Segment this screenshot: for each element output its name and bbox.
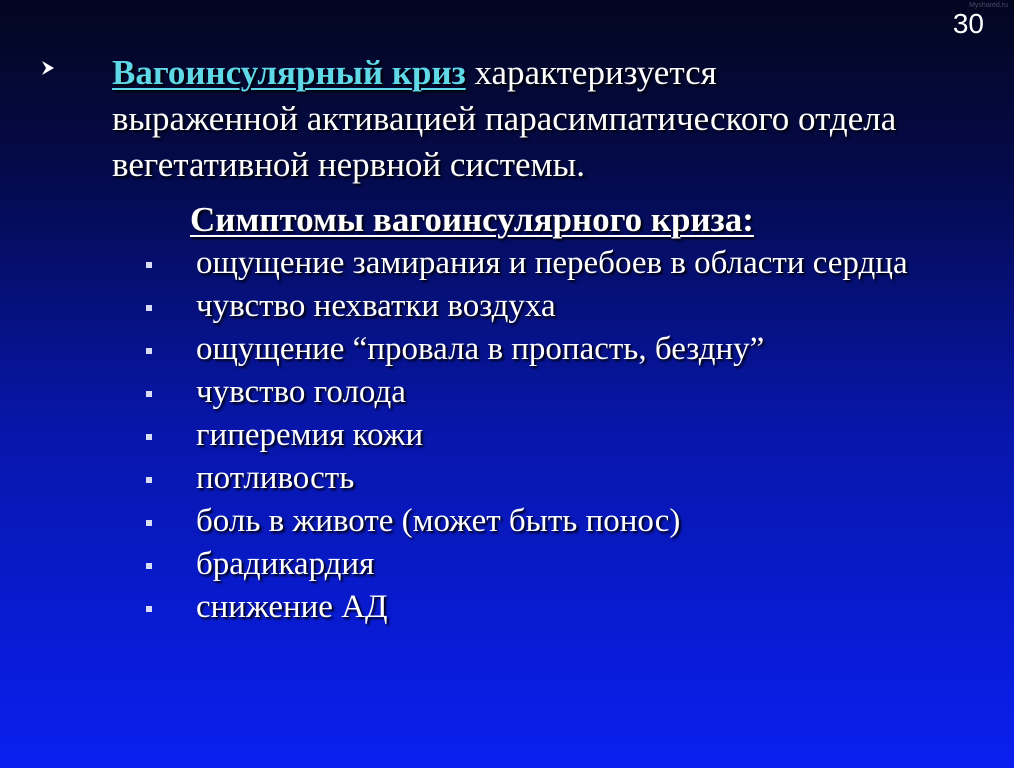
symptom-text: боль в животе (может быть понос) (196, 503, 681, 539)
symptom-text: снижение АД (196, 589, 388, 625)
symptom-item (140, 462, 960, 494)
arrow-bullet-icon (40, 60, 56, 76)
symptom-text: ощущение замирания и перебоев в области сердца (196, 245, 908, 281)
square-bullet-icon (146, 520, 152, 526)
symptom-item (140, 505, 960, 537)
square-bullet-icon (146, 391, 152, 397)
square-bullet-icon (146, 348, 152, 354)
symptom-item (140, 419, 960, 451)
symptoms-heading: Симптомы вагоинсулярного криза: (190, 200, 754, 239)
symptom-text: потливость (196, 460, 355, 496)
square-bullet-icon (146, 305, 152, 311)
square-bullet-icon (146, 563, 152, 569)
intro-paragraph (40, 50, 960, 188)
square-bullet-icon (146, 477, 152, 483)
intro-text (112, 50, 960, 188)
watermark: Myshared.ru (969, 2, 1008, 9)
symptom-text: ощущение “провала в пропасть, бездну” (196, 331, 765, 367)
intro-text-first-line: характеризуется (465, 53, 717, 92)
term-highlight: Вагоинсулярный криз (112, 53, 466, 92)
symptom-text: гиперемия кожи (196, 417, 424, 453)
symptom-item (140, 376, 960, 408)
intro-text-rest: выраженной активацией парасимпатического отдела вегетативной нервной системы. (112, 99, 897, 184)
symptom-text: чувство голода (196, 374, 406, 410)
square-bullet-icon (146, 606, 152, 612)
symptom-text: чувство нехватки воздуха (196, 288, 556, 324)
symptom-item (140, 247, 960, 279)
symptom-text: брадикардия (196, 546, 375, 582)
symptom-item (140, 333, 960, 365)
symptom-item (140, 591, 960, 623)
square-bullet-icon (146, 262, 152, 268)
symptoms-list (140, 247, 960, 634)
symptom-item (140, 548, 960, 580)
slide-number: 30 (952, 8, 984, 39)
square-bullet-icon (146, 434, 152, 440)
symptom-item (140, 290, 960, 322)
